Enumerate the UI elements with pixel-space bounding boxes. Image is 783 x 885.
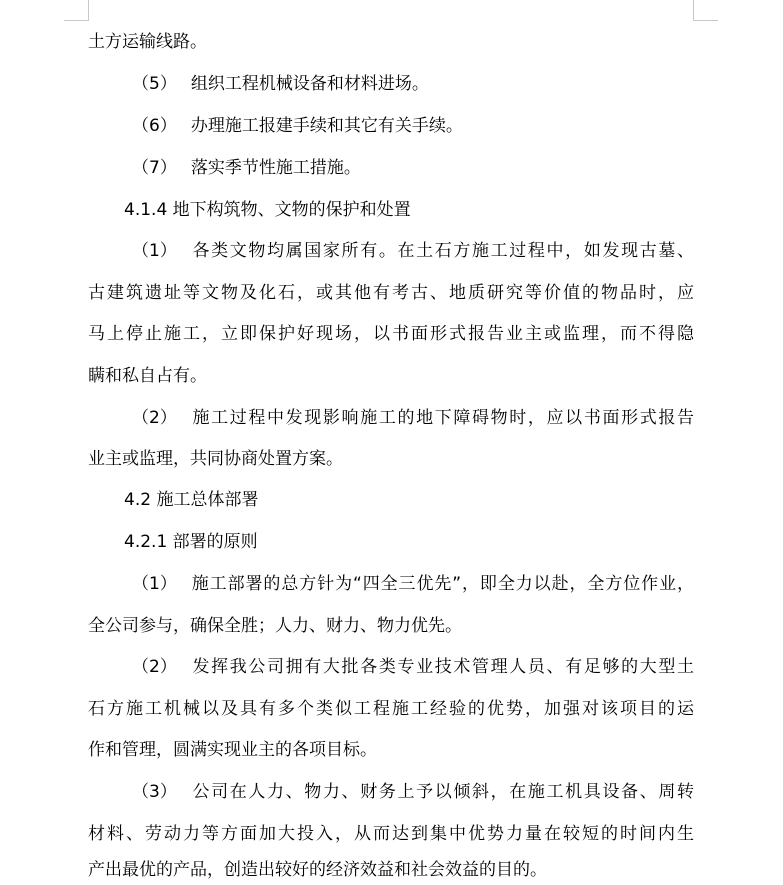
margin-corner-mark-left xyxy=(64,0,89,21)
list-text: 落实季节性施工措施。 xyxy=(190,158,361,178)
list-number: （5） xyxy=(132,74,177,94)
list-text: 施工部署的总方针为“四全三优先”，即全力以赴，全方位作业， xyxy=(190,574,694,594)
paragraph-line: 土方运输线路。 xyxy=(88,32,207,52)
list-item xyxy=(132,114,463,140)
paragraph-line: 作和管理，圆满实现业主的各项目标。 xyxy=(88,740,377,760)
margin-corner-mark-right xyxy=(693,0,718,21)
list-number: （3） xyxy=(132,782,177,802)
paragraph-line xyxy=(132,780,694,806)
list-number: （6） xyxy=(132,116,177,136)
list-text: 组织工程机械设备和材料进场。 xyxy=(190,74,429,94)
section-heading: 4.1.4 地下构筑物、文物的保护和处置 xyxy=(124,200,411,220)
list-number: （7） xyxy=(132,158,177,178)
paragraph-line xyxy=(132,406,694,432)
paragraph-line xyxy=(132,655,694,681)
paragraph-line xyxy=(132,572,694,598)
section-heading: 4.2.1 部署的原则 xyxy=(124,532,258,552)
paragraph-line: 产出最优的产品，创造出较好的经济效益和社会效益的目的。 xyxy=(88,860,547,880)
list-text: 办理施工报建手续和其它有关手续。 xyxy=(190,116,463,136)
list-item xyxy=(132,72,429,98)
list-number: （1） xyxy=(132,241,177,261)
list-text: 发挥我公司拥有大批各类专业技术管理人员、有足够的大型土 xyxy=(190,657,694,677)
section-heading: 4.2 施工总体部署 xyxy=(124,490,259,510)
list-number: （2） xyxy=(132,408,177,428)
paragraph-line: 马上停止施工，立即保护好现场，以书面形式报告业主或监理，而不得隐 xyxy=(88,324,694,344)
paragraph-line: 材料、劳动力等方面加大投入，从而达到集中优势力量在较短的时间内生 xyxy=(88,824,694,844)
list-item xyxy=(132,156,361,182)
paragraph-line: 古建筑遗址等文物及化石，或其他有考古、地质研究等价值的物品时，应 xyxy=(88,283,694,303)
list-text: 公司在人力、物力、财务上予以倾斜，在施工机具设备、周转 xyxy=(190,782,694,802)
list-text: 施工过程中发现影响施工的地下障碍物时，应以书面形式报告 xyxy=(190,408,694,428)
paragraph-line: 瞒和私自占有。 xyxy=(88,366,207,386)
list-number: （1） xyxy=(132,574,177,594)
list-number: （2） xyxy=(132,657,177,677)
paragraph-line: 全公司参与，确保全胜；人力、财力、物力优先。 xyxy=(88,616,462,636)
paragraph-line xyxy=(132,239,694,265)
list-text: 各类文物均属国家所有。在土石方施工过程中，如发现古墓、 xyxy=(190,241,694,261)
paragraph-line: 石方施工机械以及具有多个类似工程施工经验的优势，加强对该项目的运 xyxy=(88,699,694,719)
paragraph-line: 业主或监理，共同协商处置方案。 xyxy=(88,449,343,469)
cut-off-line-container xyxy=(88,860,694,880)
